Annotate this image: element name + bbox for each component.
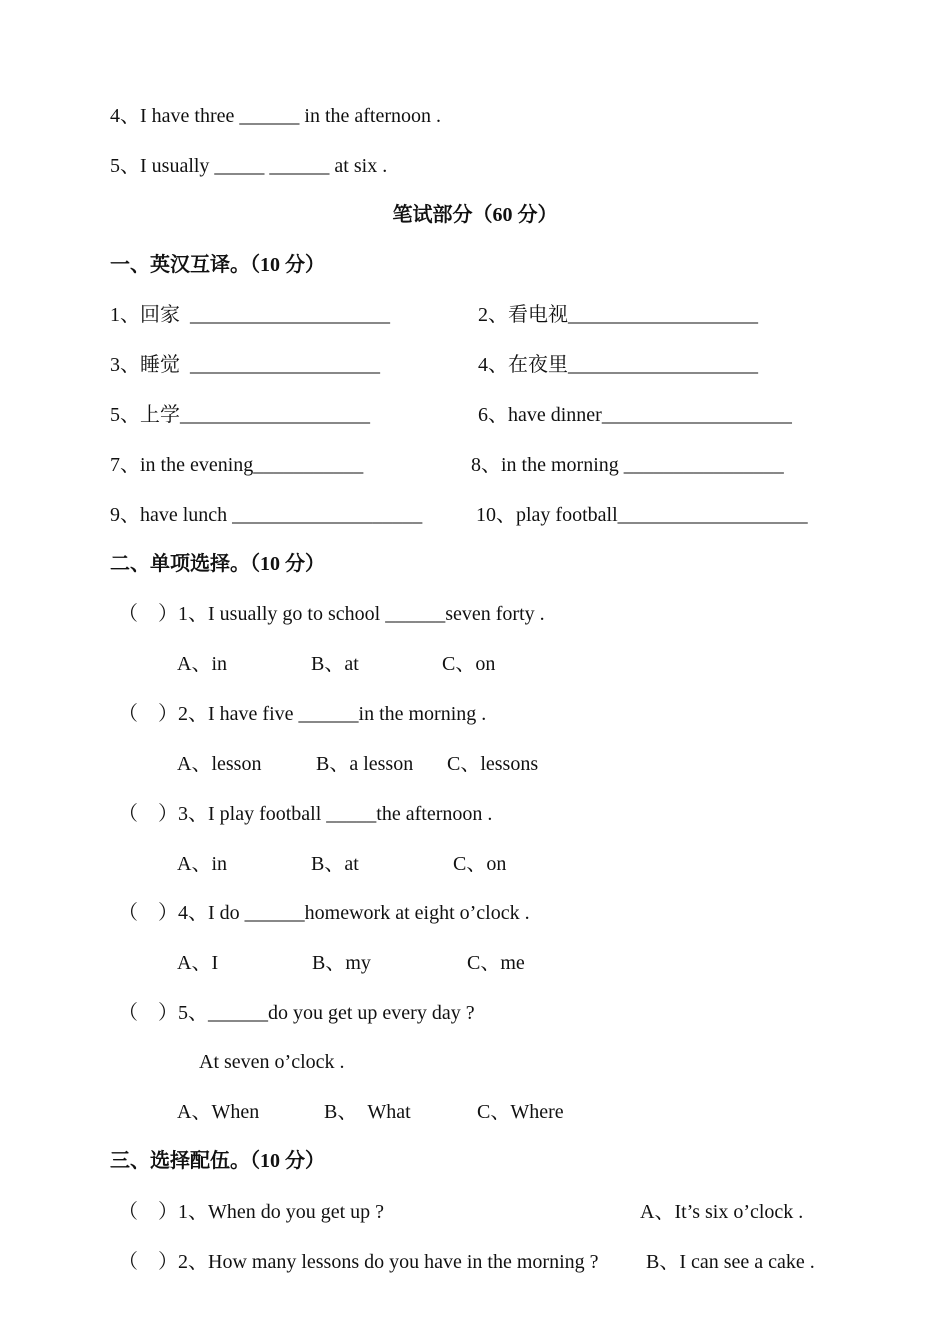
choice-question-5: （ ）5、______do you get up every day ? xyxy=(118,1002,475,1024)
choice-option: C、on xyxy=(442,653,496,675)
translate-item-2: 2、看电视___________________ xyxy=(478,304,758,326)
choice-answer-line: At seven o’clock . xyxy=(199,1051,345,1073)
translate-item-10: 10、play football___________________ xyxy=(476,504,808,526)
translate-item-6: 6、have dinner___________________ xyxy=(478,404,792,426)
choice-option: B、at xyxy=(311,653,359,675)
choice-option: C、lessons xyxy=(447,753,539,775)
match-answer-a: A、It’s six o’clock . xyxy=(640,1201,804,1223)
choice-option: C、on xyxy=(453,853,507,875)
choice-option: B、my xyxy=(312,952,371,974)
choice-question-4: （ ）4、I do ______homework at eight o’clock . xyxy=(118,902,530,924)
choice-question-2: （ ）2、I have five ______in the morning . xyxy=(118,703,487,725)
choice-option: B、 What xyxy=(324,1101,411,1123)
choice-option: A、in xyxy=(177,653,227,675)
translate-item-5: 5、上学___________________ xyxy=(110,404,370,426)
choice-question-1: （ ）1、I usually go to school ______seven forty . xyxy=(118,603,545,625)
match-answer-b: B、I can see a cake . xyxy=(646,1251,815,1273)
choice-option: A、I xyxy=(177,952,219,974)
translate-item-3: 3、睡觉 ___________________ xyxy=(110,354,380,376)
translate-item-8: 8、in the morning ________________ xyxy=(471,454,784,476)
translate-item-1: 1、回家 ____________________ xyxy=(110,304,390,326)
translate-item-9: 9、have lunch ___________________ xyxy=(110,504,423,526)
translate-item-4: 4、在夜里___________________ xyxy=(478,354,758,376)
listening-item-5: 5、I usually _____ ______ at six . xyxy=(110,155,388,177)
choice-option: A、When xyxy=(177,1101,260,1123)
section1-heading: 一、英汉互译。（10 分） xyxy=(110,254,325,276)
translate-item-7: 7、in the evening___________ xyxy=(110,454,364,476)
choice-option: A、in xyxy=(177,853,227,875)
choice-question-3: （ ）3、I play football _____the afternoon . xyxy=(118,803,493,825)
choice-option: C、Where xyxy=(477,1101,564,1123)
choice-option: B、at xyxy=(311,853,359,875)
match-question-2: （ ）2、How many lessons do you have in the morning ? xyxy=(118,1251,599,1273)
section2-heading: 二、单项选择。（10 分） xyxy=(110,553,325,575)
written-part-title: 笔试部分（60 分） xyxy=(392,204,558,226)
match-question-1: （ ）1、When do you get up ? xyxy=(118,1201,385,1223)
choice-option: A、lesson xyxy=(177,753,262,775)
listening-item-4: 4、I have three ______ in the afternoon . xyxy=(110,105,442,127)
section3-heading: 三、选择配伍。（10 分） xyxy=(110,1150,325,1172)
choice-option: C、me xyxy=(467,952,525,974)
choice-option: B、a lesson xyxy=(316,753,414,775)
